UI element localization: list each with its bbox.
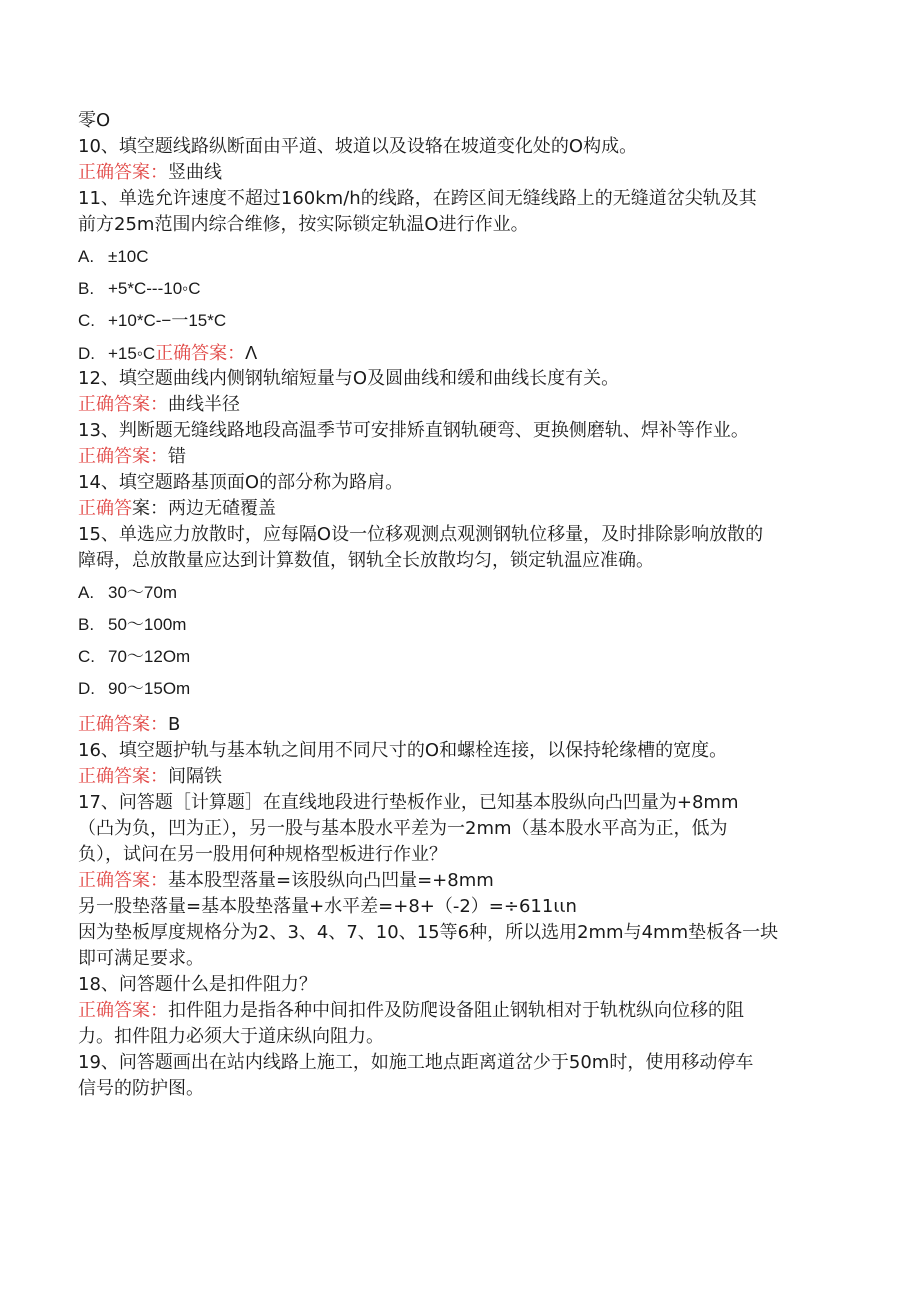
answer-text: 竖曲线 [168, 162, 222, 183]
question-19: 19、问答题画出在站内线路上施工，如施工地点距离道岔少于50m时，使用移动停车 [78, 1052, 754, 1073]
answer-16 [78, 764, 838, 790]
answer-17-cont: 因为垫板厚度规格分为2、3、4、7、10、15等6种，所以选用2mm与4mm垫板各一块 [78, 922, 779, 943]
question-11: 11、单选允许速度不超过160km∕h的线路，在跨区间无缝线路上的无缝道岔尖轨及其 [78, 188, 757, 209]
answer-17 [78, 868, 838, 894]
question-10: 10、填空题线路纵断面由平道、坡道以及设辂在坡道变化处的O构成。 [78, 136, 638, 157]
answer-label: 正确答案： [78, 1000, 168, 1021]
option-d: D. 90～15Om [78, 679, 191, 698]
question-18: 18、问答题什么是扣件阻力？ [78, 974, 317, 995]
question-16: 16、填空题护轨与基本轨之间用不同尺寸的O和螺栓连接，以保持轮缘槽的宽度。 [78, 740, 728, 761]
option-d: D. +15◦C正确答案：Λ [78, 343, 258, 364]
option-a: A. 30～70m [78, 583, 177, 602]
option-b: B. 50～100m [78, 615, 187, 634]
question-11-cont: 前方25m范围内综合维修，按实际锁定轨温O进行作业。 [78, 214, 529, 235]
question-15: 15、单选应力放散时，应每隔O设一位移观测点观测钢轨位移量，及时排除影响放散的 [78, 524, 764, 545]
answer-17-cont: 即可满足要求。 [78, 948, 204, 969]
answer-label: 正确答案： [78, 446, 168, 467]
answer-label: 正确答 [78, 498, 132, 519]
document-page [78, 108, 838, 1102]
answer-15 [78, 712, 838, 738]
answer-17-cont: 另一股垫落量=基本股垫落量+水平差=+8+（-2）=÷611ιιn [78, 896, 577, 917]
answer-12 [78, 392, 838, 418]
answer-text: 扣件阻力是指各种中间扣件及防爬设备阻止钢轨相对于轨枕纵向位移的阻 [168, 1000, 744, 1021]
question-14: 14、填空题路基顶面O的部分称为路肩。 [78, 472, 404, 493]
question-19-cont: 信号的防护图。 [78, 1078, 204, 1099]
answer-label: 正确答案： [155, 343, 246, 364]
answer-text: Λ [245, 343, 258, 363]
answer-14 [78, 496, 838, 522]
answer-text: B [168, 714, 181, 735]
answer-10 [78, 160, 838, 186]
answer-13 [78, 444, 838, 470]
option-a: A. ±10C [78, 247, 149, 266]
option-c: C. 70～12Om [78, 647, 191, 666]
answer-label: 正确答案： [78, 766, 168, 787]
answer-18 [78, 998, 838, 1024]
answer-18-cont: 力。扣件阻力必须大于道床纵向阻力。 [78, 1026, 384, 1047]
question-17: 17、问答题［计算题］在直线地段进行垫板作业，已知基本股纵向凸凹量为+8mm [78, 792, 739, 813]
question-17-cont: 负），试问在另一股用何种规格型板进行作业？ [78, 844, 447, 865]
answer-text: 案：两边无碴覆盖 [132, 498, 276, 519]
answer-label: 正确答案： [78, 162, 168, 183]
question-13: 13、判断题无缝线路地段高温季节可安排矫直钢轨硬弯、更换侧磨轨、焊补等作业。 [78, 420, 749, 441]
option-c: C. +10*C-−一15*C [78, 311, 227, 330]
answer-text: 基本股型落量=该股纵向凸凹量=+8mm [168, 870, 494, 891]
option-b: B. +5*C---10◦C [78, 279, 201, 298]
question-17-cont: （凸为负，凹为正），另一股与基本股水平差为一2mm（基本股水平高为正，低为 [78, 818, 728, 839]
text-line: 零O [78, 110, 111, 131]
answer-text: 错 [168, 446, 186, 467]
question-15-cont: 障碍，总放散量应达到计算数值，钢轨全长放散均匀，锁定轨温应准确。 [78, 550, 654, 571]
answer-text: 曲线半径 [168, 394, 240, 415]
answer-label: 正确答案： [78, 714, 168, 735]
question-12: 12、填空题曲线内侧钢轨缩短量与O及圆曲线和缓和曲线长度有关。 [78, 368, 620, 389]
answer-text: 间隔铁 [168, 766, 222, 787]
answer-label: 正确答案： [78, 394, 168, 415]
answer-label: 正确答案： [78, 870, 168, 891]
